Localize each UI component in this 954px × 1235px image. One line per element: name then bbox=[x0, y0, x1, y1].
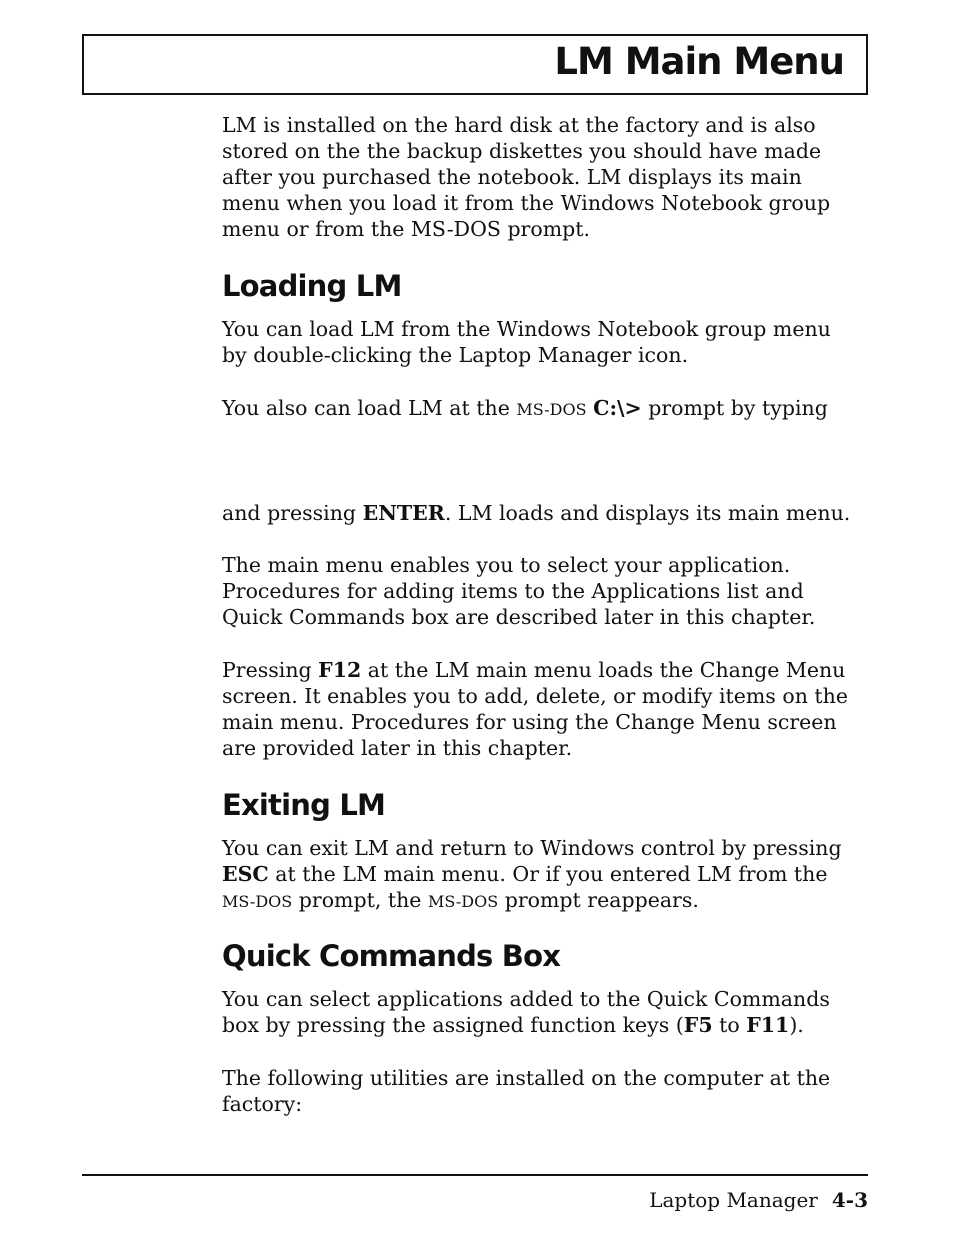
text-line: menu or from the MS-DOS prompt. bbox=[222, 217, 591, 241]
title-box bbox=[82, 34, 868, 95]
text-run: . LM loads and displays its main menu. bbox=[444, 501, 851, 525]
text-line: You can load LM from the Windows Notebook group menu bbox=[222, 317, 831, 341]
text-line bbox=[222, 657, 872, 683]
text-run: Pressing bbox=[222, 658, 319, 682]
key-f5: F5 bbox=[683, 1013, 713, 1037]
text-line: are provided later in this chapter. bbox=[222, 736, 573, 760]
page-title: LM Main Menu bbox=[554, 40, 844, 83]
intro-paragraph bbox=[222, 112, 872, 242]
text-line: Quick Commands box are described later in this chapter. bbox=[222, 605, 816, 629]
msdos-label: MS-DOS bbox=[427, 892, 499, 911]
text-line: You can exit LM and return to Windows control by pressing bbox=[222, 836, 842, 860]
text-line: main menu. Procedures for using the Change Menu screen bbox=[222, 710, 837, 734]
text-run: You also can load LM at the bbox=[222, 396, 517, 420]
footer-rule bbox=[82, 1174, 868, 1176]
text-line: Procedures for adding items to the Applications list and bbox=[222, 579, 804, 603]
text-line: stored on the the backup diskettes you should have made bbox=[222, 139, 822, 163]
msdos-label: MS-DOS bbox=[222, 892, 293, 911]
loading-paragraph-4 bbox=[222, 552, 872, 630]
key-f12: F12 bbox=[318, 658, 362, 682]
text-line: menu when you load it from the Windows Notebook group bbox=[222, 191, 831, 215]
text-run: at the LM main menu. Or if you entered LM from the bbox=[268, 862, 828, 886]
heading-exiting-lm: Exiting LM bbox=[222, 788, 386, 822]
heading-loading-lm: Loading LM bbox=[222, 269, 402, 303]
text-run: prompt, the bbox=[292, 888, 428, 912]
key-f11: F11 bbox=[746, 1013, 790, 1037]
text-line: The main menu enables you to select your application. bbox=[222, 553, 791, 577]
footer-label: Laptop Manager bbox=[649, 1188, 818, 1212]
prompt-code: C:\> bbox=[593, 396, 642, 420]
text-line bbox=[222, 887, 872, 915]
text-run: to bbox=[712, 1013, 747, 1037]
text-line bbox=[222, 1012, 872, 1038]
loading-paragraph-1 bbox=[222, 316, 872, 368]
text-line: after you purchased the notebook. LM displays its main bbox=[222, 165, 802, 189]
text-line: The following utilities are installed on the computer at the bbox=[222, 1066, 831, 1090]
loading-paragraph-2 bbox=[222, 395, 872, 423]
text-run: ). bbox=[789, 1013, 804, 1037]
text-run: at the LM main menu loads the Change Menu bbox=[361, 658, 846, 682]
text-run: box by pressing the assigned function keys ( bbox=[222, 1013, 684, 1037]
page-number: 4-3 bbox=[831, 1188, 868, 1212]
text-run: prompt by typing bbox=[641, 396, 828, 420]
page-footer bbox=[649, 1188, 868, 1212]
quick-paragraph-1 bbox=[222, 986, 872, 1038]
quick-paragraph-2 bbox=[222, 1065, 872, 1117]
text-line: LM is installed on the hard disk at the factory and is also bbox=[222, 113, 816, 137]
text-run: and pressing bbox=[222, 501, 363, 525]
text-run: prompt reappears. bbox=[498, 888, 699, 912]
heading-quick-commands-box: Quick Commands Box bbox=[222, 939, 561, 973]
key-esc: ESC bbox=[222, 862, 269, 886]
key-enter: ENTER bbox=[362, 501, 445, 525]
text-line: screen. It enables you to add, delete, or modify items on the bbox=[222, 684, 848, 708]
exiting-paragraph bbox=[222, 835, 872, 915]
text-line bbox=[222, 861, 872, 887]
text-line: You can select applications added to the Quick Commands bbox=[222, 987, 830, 1011]
msdos-label: MS-DOS bbox=[516, 400, 587, 419]
loading-paragraph-5 bbox=[222, 657, 872, 761]
loading-paragraph-3 bbox=[222, 500, 872, 526]
text-line: by double-clicking the Laptop Manager icon. bbox=[222, 343, 689, 367]
text-line: factory: bbox=[222, 1092, 303, 1116]
